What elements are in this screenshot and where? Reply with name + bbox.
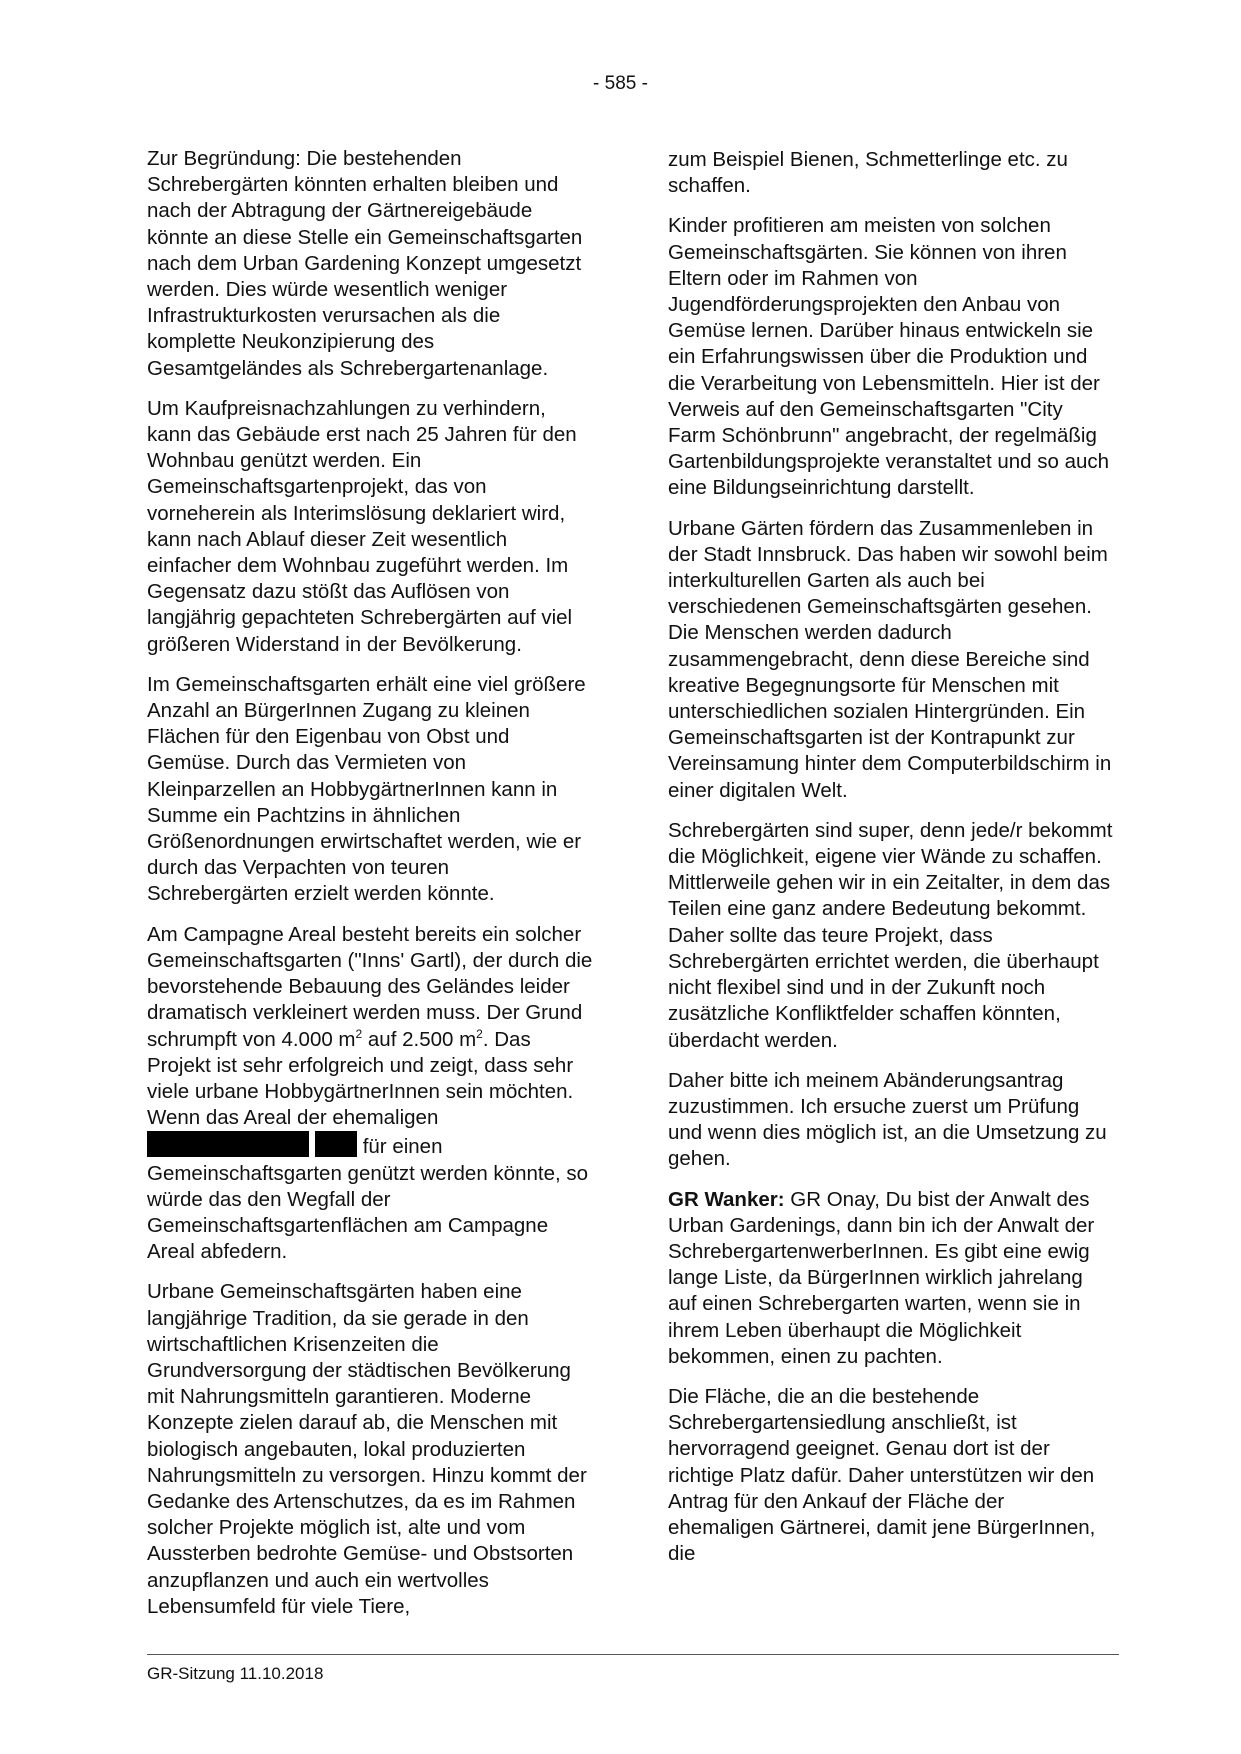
footer-divider bbox=[147, 1654, 1119, 1655]
paragraph: zum Beispiel Bienen, Schmetterlinge etc. zu schaffen. bbox=[668, 148, 1068, 198]
paragraph bbox=[668, 1187, 1114, 1370]
speaker-name: GR Wanker: bbox=[668, 1187, 785, 1211]
paragraph bbox=[147, 922, 593, 1266]
paragraph: Zur Begründung: Die bestehenden Schrebergärten könnten erhalten bleiben und nach der Abtragung der Gärtnereigebäude könnte an diese Stelle ein Gemeinschaftsgarten nach dem Urban Gardening Konzept umgesetzt werden. Dies würde wesentlich weniger Infrastrukturkosten verursachen als die komplette Neukonzipierung des Gesamtgeländes als Schrebergartenanlage. bbox=[147, 147, 583, 380]
paragraph: Schrebergärten sind super, denn jede/r bekommt die Möglichkeit, eigene vier Wände zu schaffen. Mittlerweile gehen wir in ein Zeitalter, in dem das Teilen eine ganz andere Bedeutung bekommt. Daher sollte das teure Projekt, dass Schrebergärten errichtet werden, die überhaupt nicht flexibel sind und in der Zukunft noch zusätzliche Konfliktfelder schaffen könnten, überdacht werden. bbox=[668, 818, 1113, 1052]
paragraph: Um Kaufpreisnachzahlungen zu verhindern, kann das Gebäude erst nach 25 Jahren für den Wohnbau genützt werden. Ein Gemeinschaftsgartenprojekt, das von vorneherein als Interimslösung deklariert wird, kann nach Ablauf dieser Zeit wesentlich einfacher dem Wohnbau zugeführt werden. Im Gegensatz dazu stößt das Auflösen von langjährig gepachteten Schrebergärten auf viel größeren Widerstand in der Bevölkerung. bbox=[147, 396, 577, 656]
redaction-box bbox=[315, 1131, 357, 1157]
text-run: . Das Projekt ist sehr erfolgreich und zeigt, dass sehr viele urbane HobbygärtnerInnen sein möchten. Wenn das Areal der ehemaligen bbox=[147, 1027, 574, 1130]
page-number: - 585 - bbox=[593, 73, 648, 94]
footer-text: GR-Sitzung 11.10.2018 bbox=[147, 1664, 324, 1683]
paragraph: Daher bitte ich meinem Abänderungsantrag zuzustimmen. Ich ersuche zuerst um Prüfung und wenn dies möglich ist, an die Umsetzung zu gehen. bbox=[668, 1068, 1107, 1171]
paragraph: Im Gemeinschaftsgarten erhält eine viel größere Anzahl an BürgerInnen Zugang zu kleinen Flächen für den Eigenbau von Obst und Gemüse. Durch das Vermieten von Kleinparzellen an HobbygärtnerInnen kann in Summe ein Pachtzins in ähnlichen Größenordnungen erwirtschaftet werden, wie er durch das Verpachten von teuren Schrebergärten erzielt werden könnte. bbox=[147, 672, 586, 906]
paragraph: Kinder profitieren am meisten von solchen Gemeinschaftsgärten. Sie können von ihren Eltern oder im Rahmen von Jugendförderungsprojekten den Anbau von Gemüse lernen. Darüber hinaus entwickeln sie ein Erfahrungswissen über die Produktion und die Verarbeitung von Lebensmitteln. Hier ist der Verweis auf den Gemeinschaftsgarten "City Farm Schönbrunn" angebracht, der regelmäßig Gartenbildungsprojekte veranstaltet und so auch eine Bildungseinrichtung darstellt. bbox=[668, 214, 1110, 500]
text-run: für einen Gemeinschaftsgarten genützt werden könnte, so würde das den Wegfall der Gemeinschaftsgartenflächen am Campagne Areal abfedern. bbox=[147, 1135, 589, 1264]
superscript: 2 bbox=[355, 1026, 363, 1041]
right-column bbox=[668, 147, 1114, 1581]
text-run: GR Onay, Du bist der Anwalt des Urban Gardenings, dann bin ich der Anwalt der SchrebergartenwerberInnen. Es gibt eine ewig lange Liste, da BürgerInnen wirklich jahrelang auf einen Schrebergarten warten, wenn sie in ihrem Leben überhaupt die Möglichkeit bekommen, einen zu pachten. bbox=[668, 1187, 1095, 1368]
left-column bbox=[147, 146, 593, 1634]
text-run: Am Campagne Areal besteht bereits ein solcher Gemeinschaftsgarten ("Inns' Gartl), der durch die bevorstehende Bebauung des Geländes leider dramatisch verkleinert werden muss. Der Grund schrumpft von 4.000 m bbox=[147, 922, 593, 1051]
paragraph: Die Fläche, die an die bestehende Schrebergartensiedlung anschließt, ist hervorragend geeignet. Genau dort ist der richtige Platz dafür. Daher unterstützen wir den Antrag für den Ankauf der Fläche der ehemaligen Gärtnerei, damit jene BürgerInnen, die bbox=[668, 1384, 1096, 1566]
superscript: 2 bbox=[476, 1026, 483, 1041]
paragraph: Urbane Gärten fördern das Zusammenleben in der Stadt Innsbruck. Das haben wir sowohl beim interkulturellen Garten als auch bei verschiedenen Gemeinschaftsgärten gesehen. Die Menschen werden dadurch zusammengebracht, denn diese Bereiche sind kreative Begegnungsorte für Menschen mit unterschiedlichen sozialen Hintergründen. Ein Gemeinschaftsgarten ist der Kontrapunkt zur Vereinsamung hinter dem Computerbildschirm in einer digitalen Welt. bbox=[668, 516, 1112, 802]
redaction-box bbox=[147, 1131, 309, 1157]
text-run: auf 2.500 m bbox=[362, 1027, 477, 1051]
paragraph: Urbane Gemeinschaftsgärten haben eine langjährige Tradition, da sie gerade in den wirtschaftlichen Krisenzeiten die Grundversorgung der städtischen Bevölkerung mit Nahrungsmitteln garantieren. Moderne Konzepte zielen darauf ab, die Menschen mit biologisch angebauten, lokal produzierten Nahrungsmitteln zu versorgen. Hinzu kommt der Gedanke des Artenschutzes, da es im Rahmen solcher Projekte möglich ist, alte und vom Aussterben bedrohte Gemüse- und Obstsorten anzupflanzen und auch ein wertvolles Lebensumfeld für viele Tiere, bbox=[147, 1280, 587, 1618]
